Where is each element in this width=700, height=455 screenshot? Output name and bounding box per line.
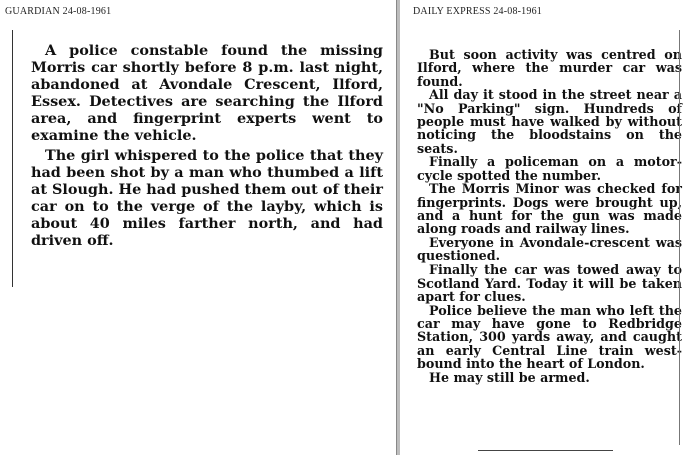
column-end-rule bbox=[478, 450, 613, 451]
article-text bbox=[417, 48, 682, 384]
article-paragraph: A police constable found the missing Morris car shortly before 8 p.m. last night, abandoned at Avondale Crescent, Ilford, Essex. Detectives are searching the Ilford area, and fingerprint experts went to examine the vehicle. bbox=[31, 42, 383, 144]
article-paragraph: Finally the car was towed away to Scotland Yard. Today it will be taken apart for clues. bbox=[417, 262, 682, 304]
daily-express-clipping bbox=[403, 0, 700, 455]
article-paragraph: The Morris Minor was checked for fingerprints. Dogs were brought up, and a hunt for the gun was made along roads and railway lines. bbox=[417, 181, 682, 237]
article-paragraph: Everyone in Avondale-crescent was questioned. bbox=[417, 235, 682, 264]
source-label: GUARDIAN 24-08-1961 bbox=[5, 6, 112, 17]
article-paragraph: All day it stood in the street near a "No Parking" sign. Hundreds of people must have walked by without noticing the bloodstains on the seats. bbox=[417, 87, 682, 156]
article-paragraph: Finally a policeman on a motor-cycle spotted the number. bbox=[417, 154, 682, 183]
article-paragraph: Police believe the man who left the car may have gone to Redbridge Station, 300 yards away, and caught an early Central Line train west-bound into the heart of London. bbox=[417, 302, 682, 371]
article-text bbox=[31, 43, 383, 254]
clipping-divider bbox=[396, 0, 400, 455]
source-label: DAILY EXPRESS 24-08-1961 bbox=[413, 6, 542, 17]
article-paragraph: The girl whispered to the police that they had been shot by a man who thumbed a lift at Slough. He had pushed them out of their car on to the verge of the layby, which is about 40 miles farther north, and had driven off. bbox=[31, 147, 383, 249]
article-paragraph: But soon activity was centred on Ilford, where the murder car was found. bbox=[417, 47, 682, 89]
article-paragraph: He may still be armed. bbox=[429, 369, 590, 385]
